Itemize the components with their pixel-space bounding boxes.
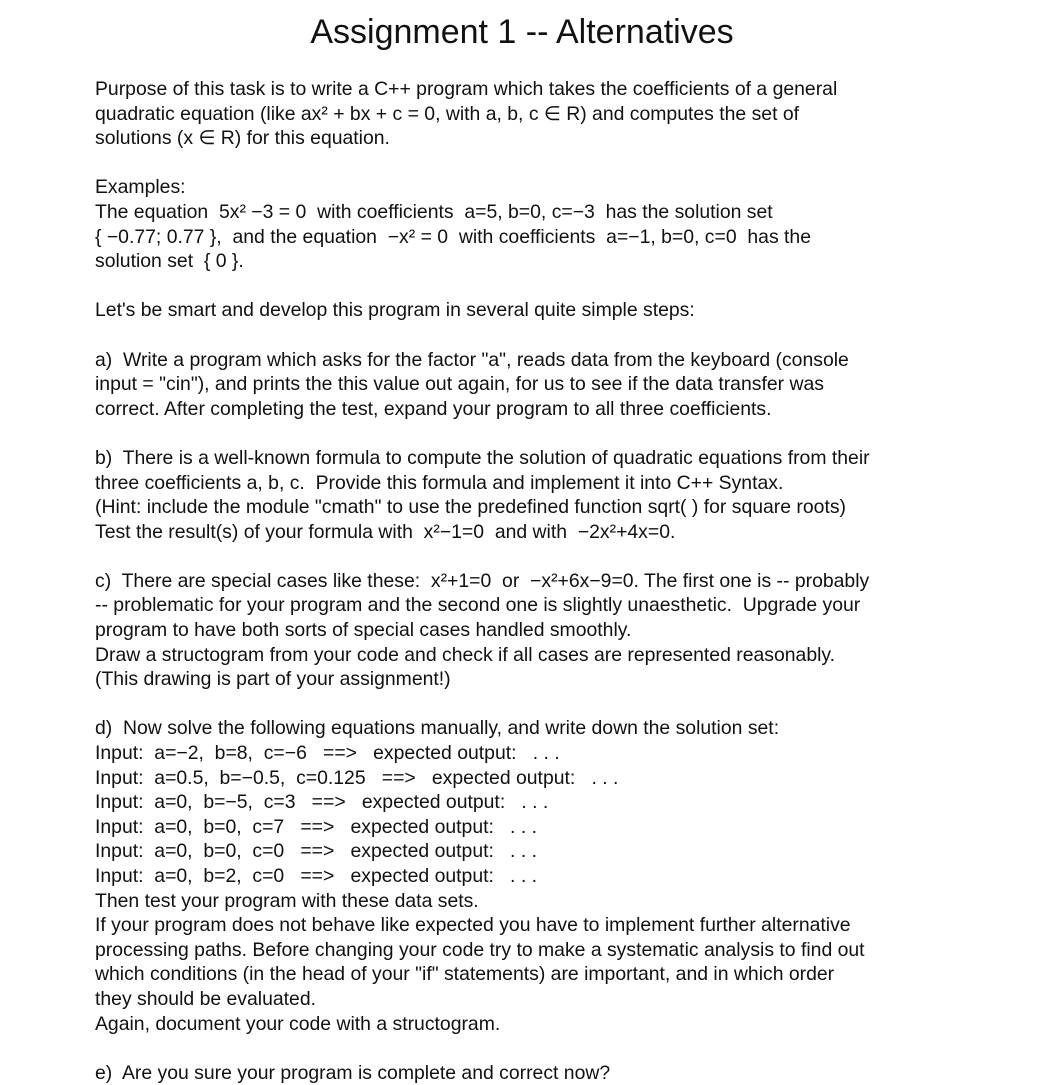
text-line: Again, document your code with a structogram. <box>95 1012 501 1035</box>
text-line: Input: a=0, b=0, c=0 ==> expected output: . . . <box>95 840 537 863</box>
paragraph-intro-steps <box>95 298 975 323</box>
text-line: a) Write a program which asks for the factor "a", reads data from the keyboard (console <box>95 348 849 371</box>
paragraph-step-a <box>95 348 975 422</box>
paragraph-step-e <box>95 1061 975 1085</box>
text-line: Input: a=−2, b=8, c=−6 ==> expected output: . . . <box>95 742 560 765</box>
text-line: they should be evaluated. <box>95 987 317 1010</box>
text-line: Then test your program with these data sets. <box>95 889 479 912</box>
text-line: Examples: <box>95 176 186 199</box>
page-title: Assignment 1 -- Alternatives <box>310 13 734 51</box>
text-line: Input: a=0.5, b=−0.5, c=0.125 ==> expected output: . . . <box>95 766 619 789</box>
document-body <box>95 77 975 1085</box>
paragraph-gap <box>95 274 975 299</box>
paragraph-gap <box>95 151 975 176</box>
text-line: If your program does not behave like expected you have to implement further alternative <box>95 914 851 937</box>
text-line: Test the result(s) of your formula with x²−1=0 and with −2x²+4x=0. <box>95 520 676 543</box>
text-line: -- problematic for your program and the second one is slightly unaesthetic. Upgrade your <box>95 594 861 617</box>
text-line: input = "cin"), and prints the this value out again, for us to see if the data transfer was <box>95 373 824 396</box>
paragraph-gap <box>95 544 975 569</box>
text-line: solution set { 0 }. <box>95 250 244 273</box>
text-line: program to have both sorts of special cases handled smoothly. <box>95 619 632 642</box>
text-line: Input: a=0, b=−5, c=3 ==> expected output: . . . <box>95 791 549 814</box>
text-line: (Hint: include the module "cmath" to use the predefined function sqrt( ) for square roots) <box>95 496 846 519</box>
text-line: Let's be smart and develop this program in several quite simple steps: <box>95 299 695 322</box>
text-line: b) There is a well-known formula to compute the solution of quadratic equations from their <box>95 446 870 469</box>
text-line: quadratic equation (like ax² + bx + c = 0, with a, b, c ∈ R) and computes the set of <box>95 102 800 125</box>
text-line: The equation 5x² −3 = 0 with coefficients a=5, b=0, c=−3 has the solution set <box>95 200 773 223</box>
text-line: (This drawing is part of your assignment!) <box>95 668 451 691</box>
text-line: { −0.77; 0.77 }, and the equation −x² = 0 with coefficients a=−1, b=0, c=0 has the <box>95 225 811 248</box>
paragraph-step-b <box>95 446 975 544</box>
paragraph-examples <box>95 175 975 273</box>
text-line: three coefficients a, b, c. Provide this formula and implement it into C++ Syntax. <box>95 471 784 494</box>
paragraph-gap <box>95 323 975 348</box>
text-line: e) Are you sure your program is complete and correct now? <box>95 1061 611 1084</box>
paragraph-gap <box>95 692 975 717</box>
text-line: Purpose of this task is to write a C++ program which takes the coefficients of a general <box>95 78 838 100</box>
paragraph-step-d <box>95 716 975 1036</box>
text-line: Input: a=0, b=0, c=7 ==> expected output: . . . <box>95 815 537 838</box>
text-line: which conditions (in the head of your "if" statements) are important, and in which order <box>95 963 835 986</box>
text-line: Draw a structogram from your code and check if all cases are represented reasonably. <box>95 643 836 666</box>
paragraph-gap <box>95 1036 975 1061</box>
text-line: processing paths. Before changing your code try to make a systematic analysis to find out <box>95 938 865 961</box>
text-line: d) Now solve the following equations manually, and write down the solution set: <box>95 717 780 740</box>
text-line: solutions (x ∈ R) for this equation. <box>95 127 390 150</box>
paragraph-step-c <box>95 569 975 692</box>
paragraph-gap <box>95 421 975 446</box>
paragraph-purpose <box>95 77 975 151</box>
text-line: Input: a=0, b=2, c=0 ==> expected output: . . . <box>95 865 537 887</box>
text-line: c) There are special cases like these: x²+1=0 or −x²+6x−9=0. The first one is -- probably <box>95 569 870 592</box>
text-line: correct. After completing the test, expand your program to all three coefficients. <box>95 397 772 420</box>
